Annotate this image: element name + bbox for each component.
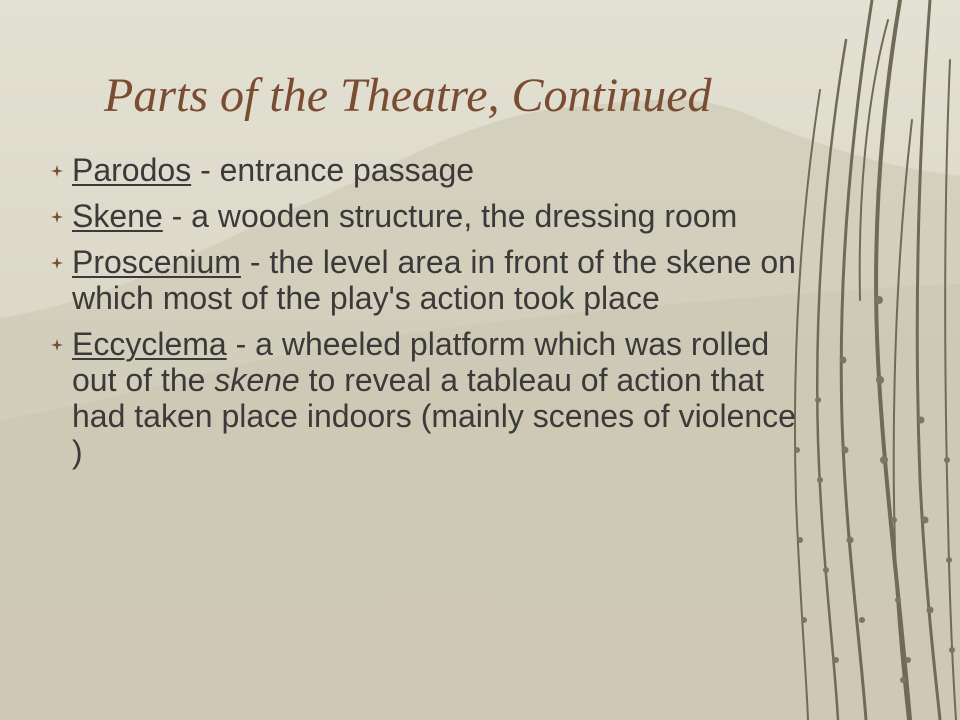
slide-title: Parts of the Theatre, Continued: [104, 69, 712, 122]
four-point-star-icon: [51, 165, 63, 177]
term-eccyclema: Eccyclema: [72, 326, 227, 362]
term-proscenium: Proscenium: [72, 244, 241, 280]
term-skene: Skene: [72, 198, 163, 234]
four-point-star-icon: [51, 339, 63, 351]
definition-eccyclema-part2: to reveal a tableau of action that had taken place indoors (mainly scenes of violence ): [72, 362, 796, 470]
bullet-item-parodos: [38, 152, 798, 188]
bullet-list: [38, 152, 798, 480]
four-point-star-icon: [51, 211, 63, 223]
four-point-star-icon: [51, 257, 63, 269]
bullet-item-skene: [38, 198, 798, 234]
definition-proscenium: - the level area in front of the skene on which most of the play's action took place: [72, 244, 796, 316]
bullet-item-proscenium: [38, 244, 798, 316]
term-parodos: Parodos: [72, 152, 192, 188]
definition-parodos: - entrance passage: [191, 152, 475, 188]
definition-skene: - a wooden structure, the dressing room: [162, 198, 738, 234]
bullet-item-eccyclema: [38, 326, 798, 470]
definition-eccyclema-part1: - a wheeled platform which was rolled out of the: [72, 326, 770, 398]
definition-eccyclema-emphasis: skene: [214, 362, 300, 398]
